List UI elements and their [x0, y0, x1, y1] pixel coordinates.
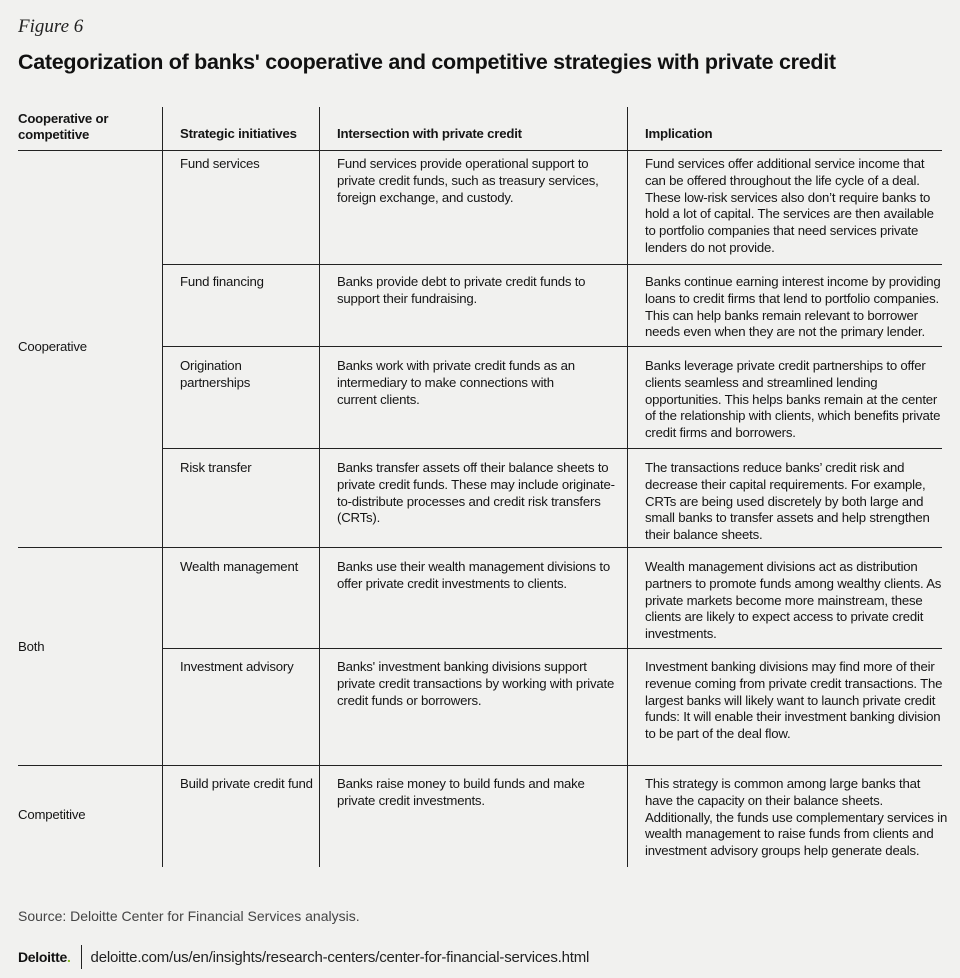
group-divider: [18, 547, 942, 548]
logo-text: Deloitte: [18, 949, 67, 965]
implication-risk-transfer: The transactions reduce banks’ credit risk and decrease their capital requirements. For example, CRTs are being used discretely by both large and small banks to transfer assets and help strengthen their balance sheets.: [645, 460, 930, 543]
intersection-fund-services: Fund services provide operational support to private credit funds, such as treasury services, foreign exchange, and custody.: [337, 156, 599, 205]
initiative-fund-financing: Fund financing: [180, 274, 264, 289]
intersection-build-private-credit-fund: Banks raise money to build funds and make private credit investments.: [337, 776, 585, 808]
column-divider: [627, 107, 628, 867]
footer-separator: [81, 945, 82, 969]
initiative-investment-advisory: Investment advisory: [180, 659, 294, 674]
initiative-wealth-management: Wealth management: [180, 559, 299, 574]
initiative-build-private-credit-fund: Build private credit fund: [180, 776, 313, 791]
header-intersection: Intersection with private credit: [337, 126, 522, 141]
row-divider: [162, 264, 942, 265]
initiative-risk-transfer: Risk transfer: [180, 460, 252, 475]
footer-url-link[interactable]: deloitte.com/us/en/insights/research-centers/center-for-financial-services.html: [90, 948, 590, 966]
column-divider: [162, 107, 163, 867]
implication-build-private-credit-fund: This strategy is common among large banks that have the capacity on their balance sheets. Additionally, the funds use complementary services in wealth management to raise funds from clients and investment advisory groups help generate deals.: [645, 776, 948, 859]
implication-fund-services: Fund services offer additional service income that can be offered throughout the life cycle of a deal. These low-risk services also don’t require banks to hold a lot of capital. The services are then available to portfolio companies that need services private lenders do not provide.: [645, 156, 934, 255]
header-bottom-rule: [18, 150, 942, 151]
row-divider: [162, 346, 942, 347]
implication-investment-advisory: Investment banking divisions may find more of their revenue coming from private credit transactions. The largest banks will likely want to launch private credit funds: It will enable their investment banking division to be part of the deal flow.: [645, 659, 943, 742]
column-divider: [319, 107, 320, 867]
header-category: Cooperative or competitive: [18, 111, 109, 142]
group-divider: [18, 765, 942, 766]
row-divider: [162, 648, 942, 649]
intersection-investment-advisory: Banks' investment banking divisions support private credit transactions by working with private credit funds or borrowers.: [337, 659, 615, 708]
header-implication: Implication: [645, 126, 713, 141]
figure-label: Figure 6: [18, 16, 84, 37]
row-divider: [162, 448, 942, 449]
category-both: Both: [18, 639, 45, 654]
intersection-risk-transfer: Banks transfer assets off their balance sheets to private credit funds. These may include originate-to-distribute processes and credit risk transfers (CRTs).: [337, 460, 615, 526]
source-note: Source: Deloitte Center for Financial Services analysis.: [18, 908, 360, 924]
implication-wealth-management: Wealth management divisions act as distribution partners to promote funds among wealthy clients. As private markets become more mainstream, these clients are likely to expect access to private credit investments.: [645, 559, 942, 642]
initiative-fund-services: Fund services: [180, 156, 260, 171]
implication-origination-partnerships: Banks leverage private credit partnerships to offer clients seamless and streamlined lending opportunities. This helps banks remain at the center of the relationship with clients, which benefits private credit firms and borrowers.: [645, 358, 941, 441]
logo-dot: .: [66, 949, 71, 965]
intersection-fund-financing: Banks provide debt to private credit funds to support their fundraising.: [337, 274, 586, 306]
implication-fund-financing: Banks continue earning interest income by providing loans to credit firms that lend to portfolio companies. This can help banks remain relevant to borrower needs even when they are not the primary lender.: [645, 274, 941, 340]
category-competitive: Competitive: [18, 807, 86, 822]
deloitte-logo: [18, 949, 71, 965]
initiative-origination-partnerships: Origination partnerships: [180, 358, 251, 390]
intersection-origination-partnerships: Banks work with private credit funds as an intermediary to make connections with current clients.: [337, 358, 575, 407]
figure-title: Categorization of banks' cooperative and competitive strategies with private credit: [18, 50, 836, 74]
header-initiative: Strategic initiatives: [180, 126, 297, 141]
footer: [18, 944, 589, 970]
intersection-wealth-management: Banks use their wealth management divisions to offer private credit investments to clients.: [337, 559, 611, 591]
category-cooperative: Cooperative: [18, 339, 87, 354]
